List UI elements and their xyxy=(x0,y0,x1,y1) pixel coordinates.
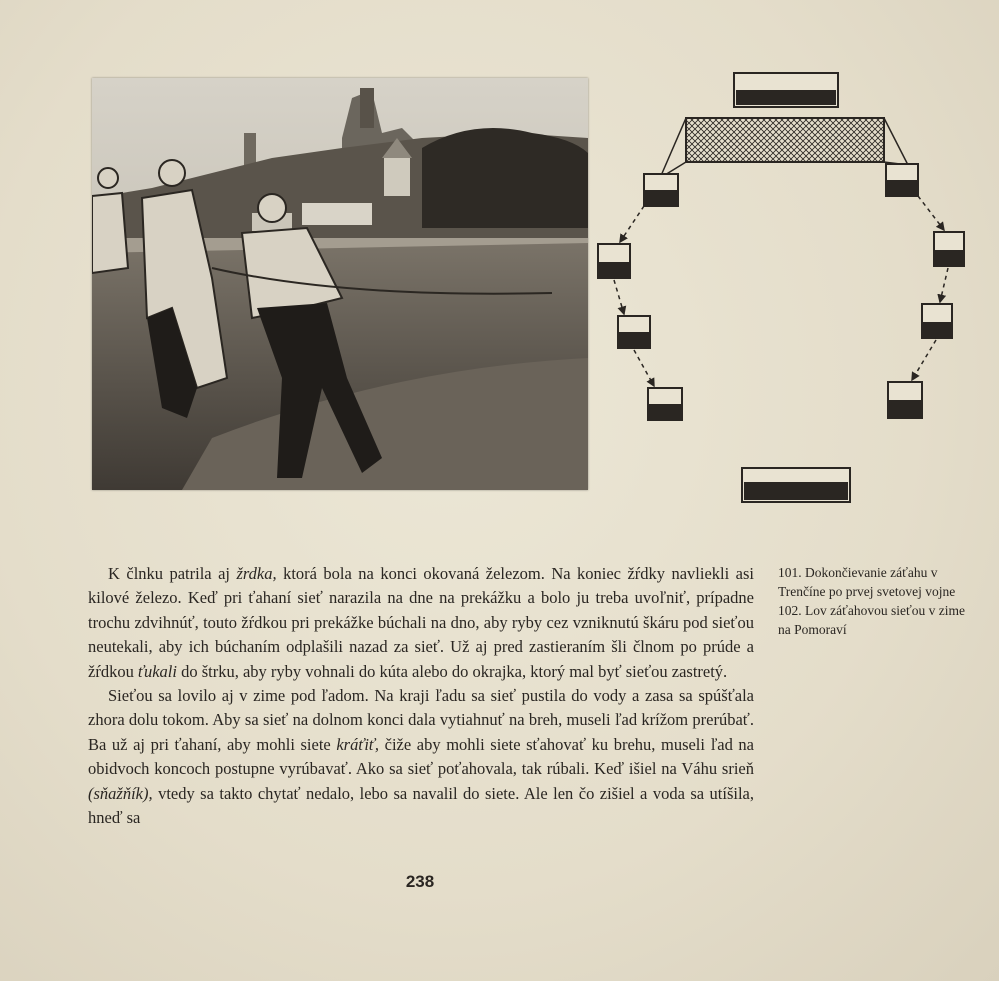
text-run: čiže aby mohli siete sťahovať ku brehu, museli ľad na obidvoch koncoch postupne vyrúbavať. Ako sa sieť poťahovala, tak rúbali. Keď išiel na Váhu srieň xyxy=(88,734,755,779)
text-run: vtedy sa takto chytať nedalo, lebo sa navalil do siete. Ale len čo zišiel a voda sa utíšila, hneď sa xyxy=(88,783,754,828)
caption-101: 101. Dokončievanie záťahu v Trenčíne po prvej svetovej vojne xyxy=(778,565,956,599)
italic-term: žrdka, xyxy=(236,564,277,583)
figure-101-photo xyxy=(92,78,588,490)
italic-term: ťukali xyxy=(137,661,177,681)
body-text xyxy=(88,562,754,830)
page-number: 238 xyxy=(405,872,435,891)
net xyxy=(660,118,908,178)
italic-term: kráťiť, xyxy=(336,734,380,754)
caption-102: 102. Lov záťahovou sieťou v zime na Pomoraví xyxy=(778,603,965,637)
text-run: Sieťou sa lovilo aj v zime pod ľadom. Na kraji ľadu sa sieť pustila do vody a zasa sa spúšťala zhora dolu tokom. Aby sa sieť na dolnom konci dala vytiahnuť na breh, museli ľad krížom prerúbať. Ba už aj pri ťahaní, aby mohli siete xyxy=(88,686,754,754)
figure-102-diagram xyxy=(590,60,990,510)
captions xyxy=(778,563,978,639)
paragraph-1 xyxy=(88,562,754,684)
text-run: ktorá bola na konci okovaná železom. Na koniec žŕdky navliekli asi kilové železo. Keď pri ťahaní sieť narazila na dne na prekážku a bolo ju treba uvoľniť, prípadne trochu zdvihnúť, touto žŕdkou pri prekážke búchali na dno, aby ryby cez vzniknutú škáru pod sieťou neutekali, aby ich búchaním odplašili nazad za sieť. Už aj pred zastieraním šli člnom po prúde a žŕdkou xyxy=(88,564,754,681)
text-run: K člnku patrila aj xyxy=(108,564,237,583)
italic-term: (sňažňík), xyxy=(88,783,153,803)
ice-block-top xyxy=(734,73,838,107)
paragraph-2 xyxy=(88,684,754,830)
ice-block-bottom xyxy=(742,468,850,502)
text-run: do štrku, aby ryby vohnali do kúta alebo do okrajka, ktorý mal byť sieťou zastretý. xyxy=(176,661,728,681)
